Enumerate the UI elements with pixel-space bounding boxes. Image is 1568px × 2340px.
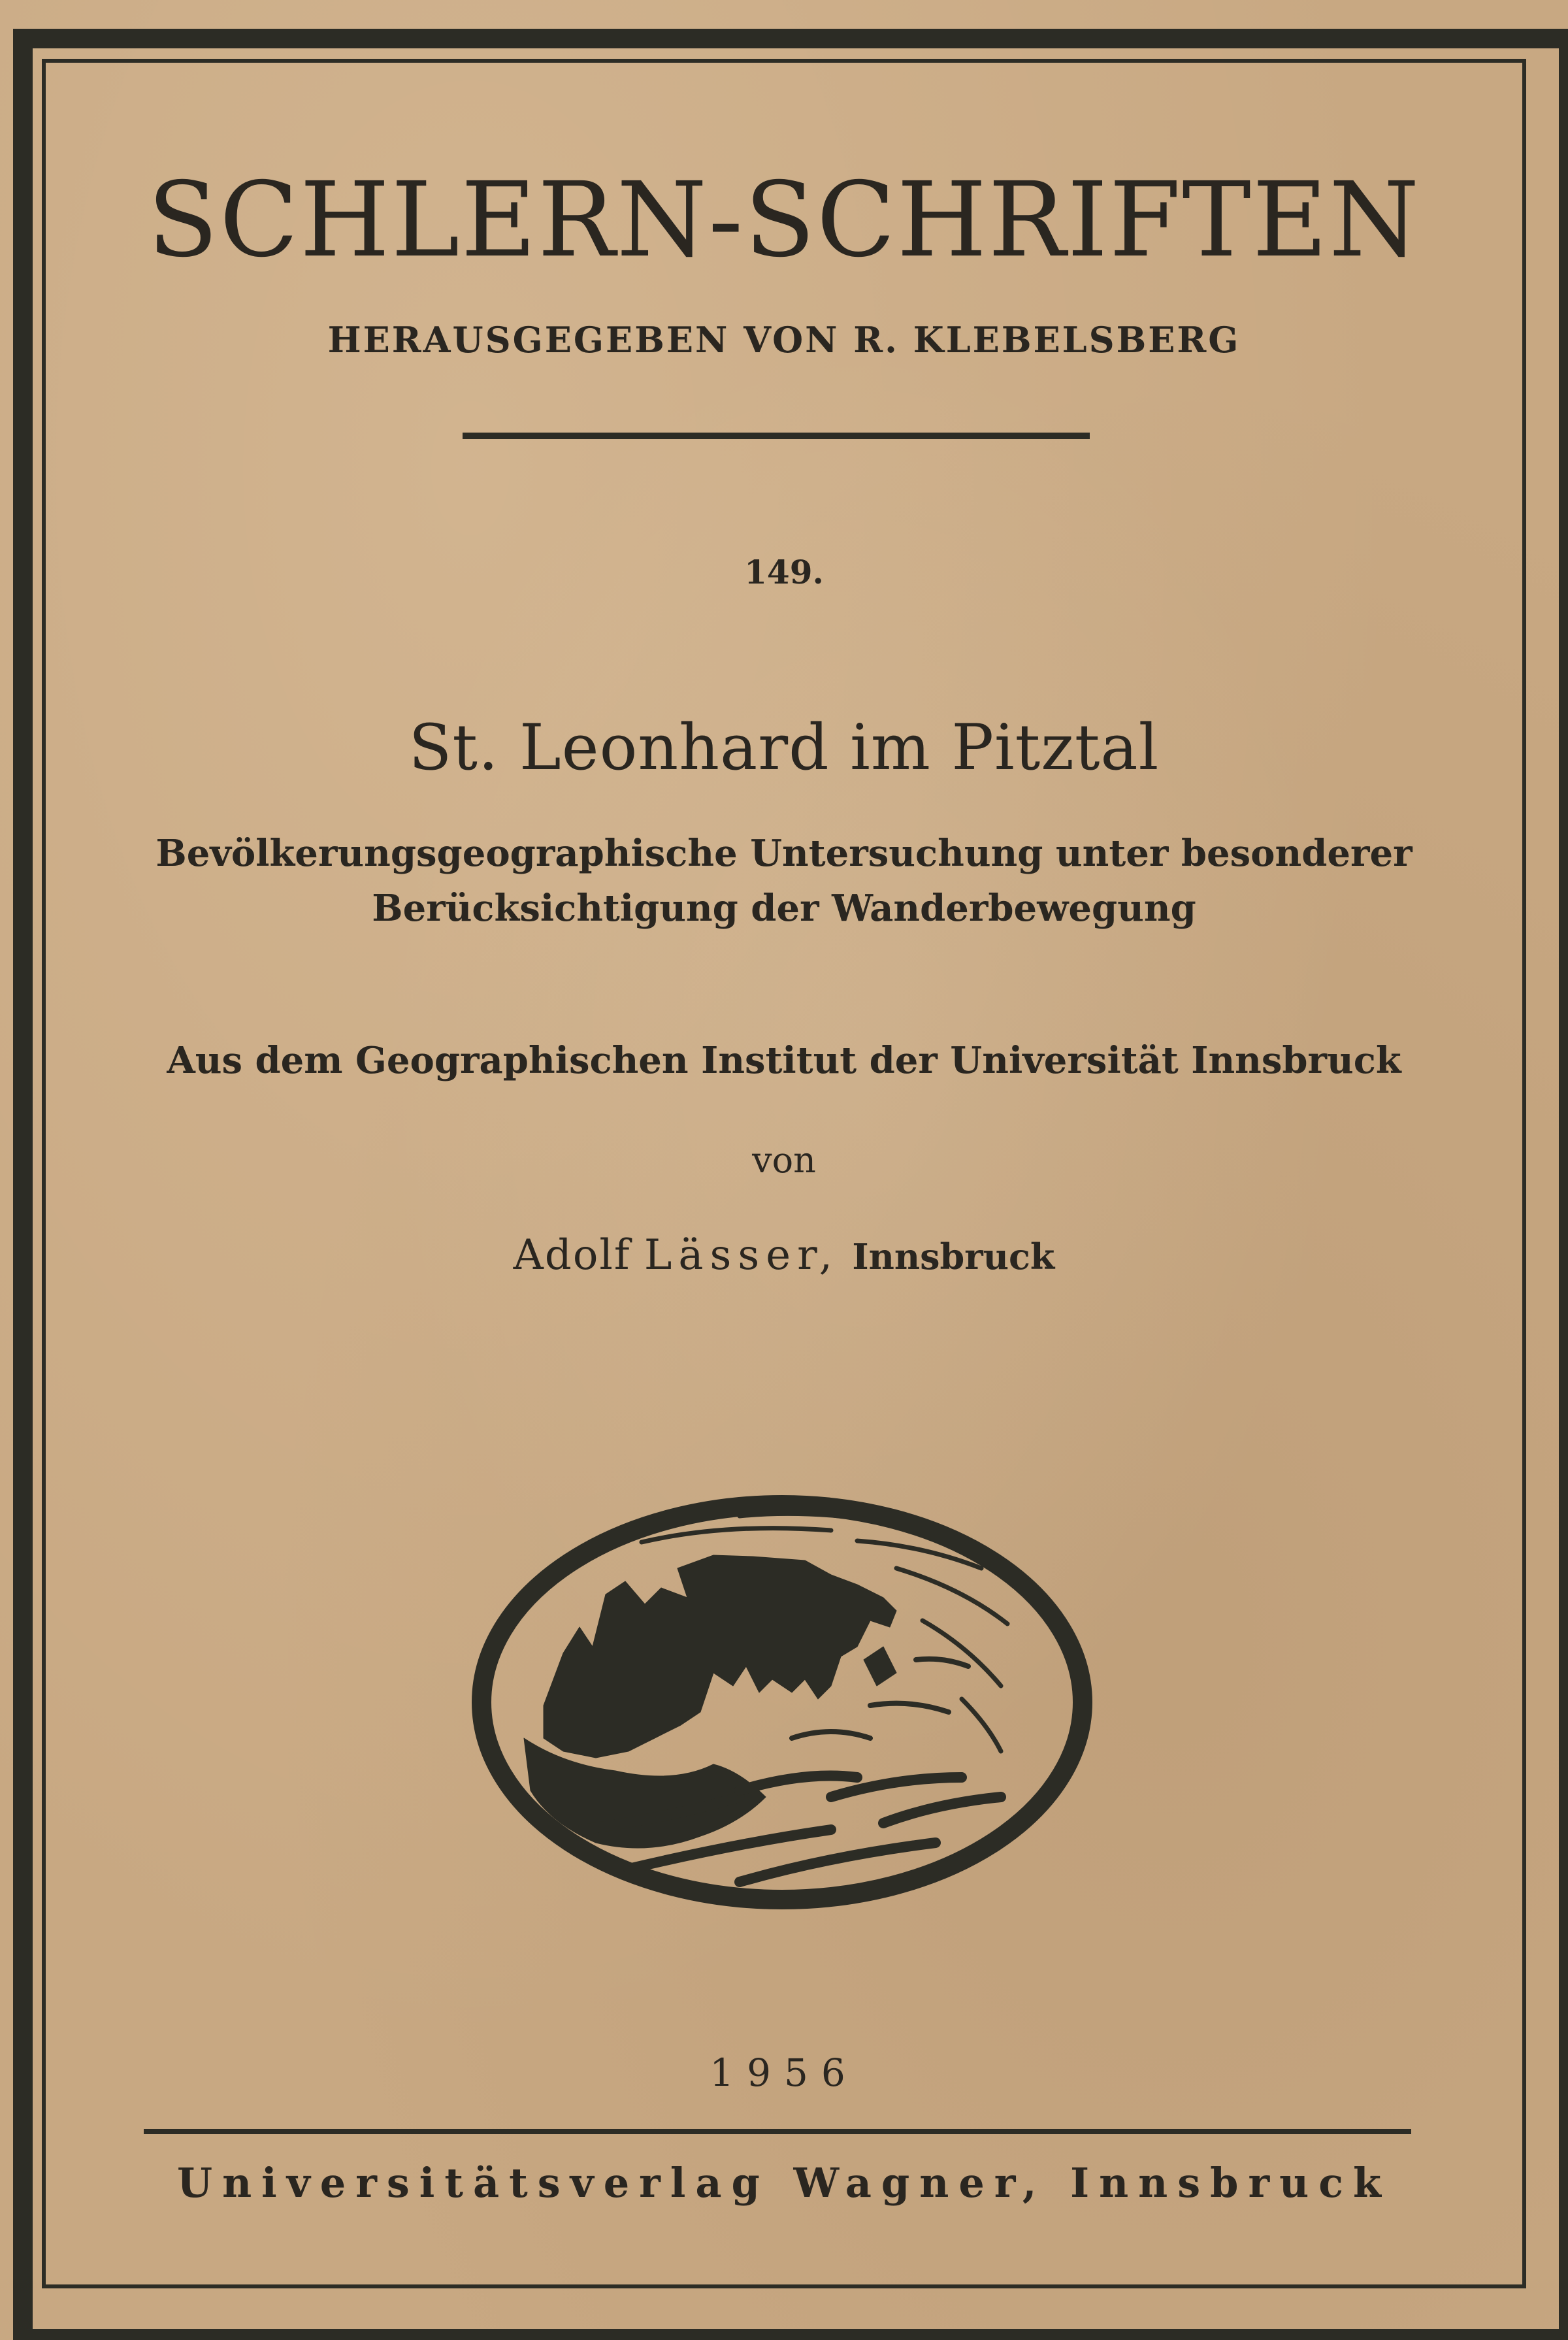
author-city: Innsbruck (852, 1236, 1055, 1277)
publication-year: 1956 (710, 2051, 858, 2095)
book-subtitle (0, 826, 1568, 936)
top-divider-rule (463, 433, 1090, 439)
book-title: St. Leonhard im Pitztal (408, 711, 1160, 784)
series-title: SCHLERN-SCHRIFTEN (147, 160, 1421, 280)
bottom-divider-rule (144, 2129, 1411, 2134)
institute-line: Aus dem Geographischen Institut der Universität Innsbruck (167, 1039, 1401, 1082)
editor-line: HERAUSGEGEBEN VON R. KLEBELSBERG (327, 319, 1241, 361)
by-line: von (752, 1140, 816, 1181)
mountain-vignette-icon (465, 1490, 1099, 1915)
publisher-line: Universitätsverlag Wagner, Innsbruck (177, 2159, 1391, 2207)
volume-number: 149. (744, 553, 824, 591)
author-surname: Lässer, (644, 1231, 840, 1279)
author-line (0, 1231, 1568, 1279)
subtitle-line-2: Berücksichtigung der Wanderbewegung (372, 887, 1196, 930)
author-first-name: Adolf (513, 1231, 631, 1279)
subtitle-line-1: Bevölkerungsgeographische Untersuchung unter besonderer (155, 832, 1413, 875)
